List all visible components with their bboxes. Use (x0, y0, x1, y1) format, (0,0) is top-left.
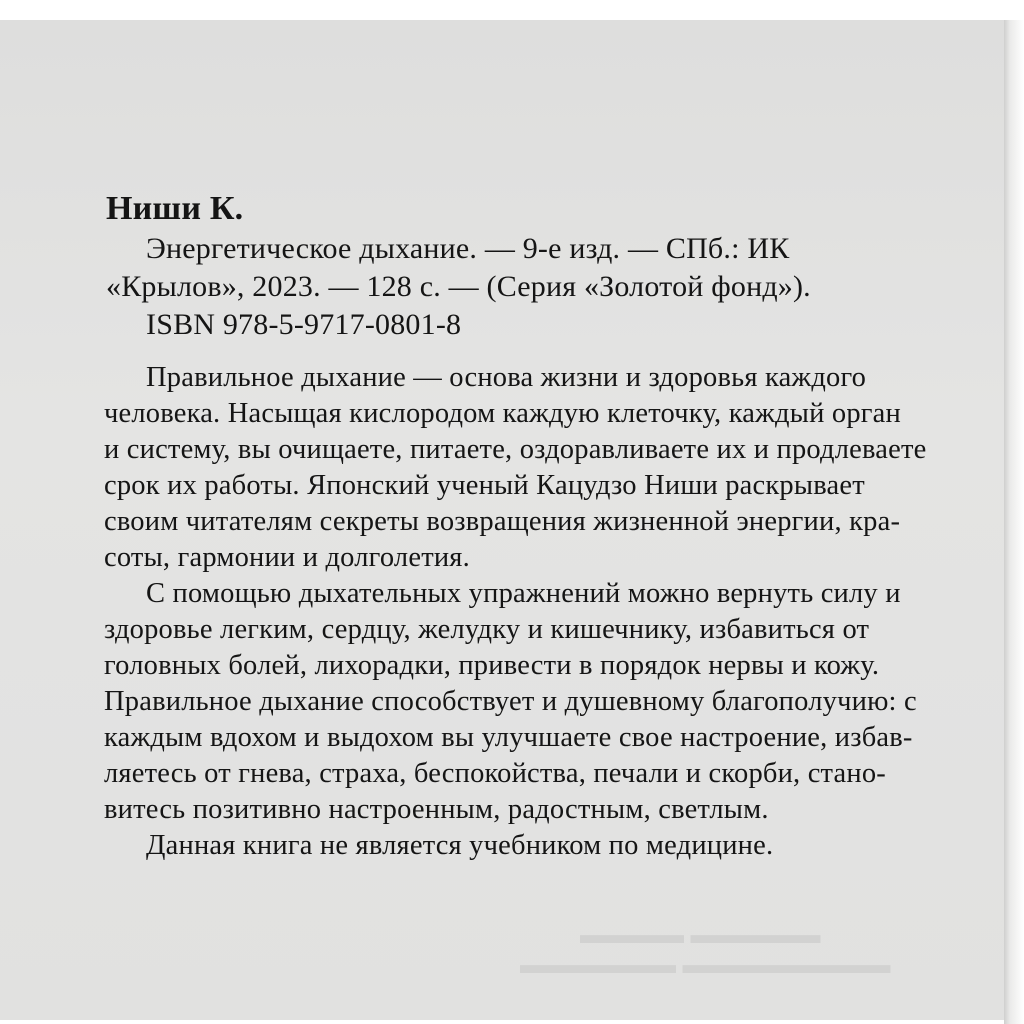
abstract-line: и систему, вы очищаете, питаете, оздоравливаете их и продлеваете (104, 434, 927, 465)
abstract-line: соты, гармонии и долголетия. (104, 542, 470, 573)
abstract-line: С помощью дыхательных упражнений можно вернуть силу и (146, 578, 901, 609)
abstract-line: ляетесь от гнева, страха, беспокойства, печали и скорби, стано- (104, 758, 886, 789)
abstract-line: срок их работы. Японский ученый Кацудзо Ниши раскрывает (104, 470, 865, 501)
abstract-line: Правильное дыхание способствует и душевному благополучию: с (104, 686, 917, 717)
abstract-line: человека. Насыщая кислородом каждую клеточку, каждый орган (104, 398, 901, 429)
abstract-line: здоровье легким, сердцу, желудку и кишечнику, избавиться от (104, 614, 870, 645)
show-through-text: ▬▬▬▬▬ ▬▬▬▬ (580, 920, 821, 949)
abstract-line: Правильное дыхание — основа жизни и здоровья каждого (146, 362, 867, 393)
disclaimer-line: Данная книга не является учебником по медицине. (146, 830, 774, 861)
isbn-line: ISBN 978-5-9717-0801-8 (146, 308, 462, 341)
abstract-line: каждым вдохом и выдохом вы улучшаете свое настроение, избав- (104, 722, 913, 753)
page-edge (1004, 20, 1024, 1024)
bibliographic-line-title: Энергетическое дыхание. — 9-е изд. — СПб.: ИК (146, 232, 790, 265)
show-through-text: ▬▬▬▬▬▬▬▬ ▬▬▬▬▬▬ (520, 950, 891, 979)
bibliographic-line-publisher: «Крылов», 2023. — 128 с. — (Серия «Золотой фонд»). (106, 270, 811, 303)
abstract-line: головных болей, лихорадки, привести в порядок нервы и кожу. (104, 650, 880, 681)
abstract-line: своим читателям секреты возвращения жизненной энергии, кра- (104, 506, 901, 537)
author-name: Ниши К. (106, 190, 244, 227)
abstract-line: витесь позитивно настроенным, радостным, светлым. (104, 794, 769, 825)
